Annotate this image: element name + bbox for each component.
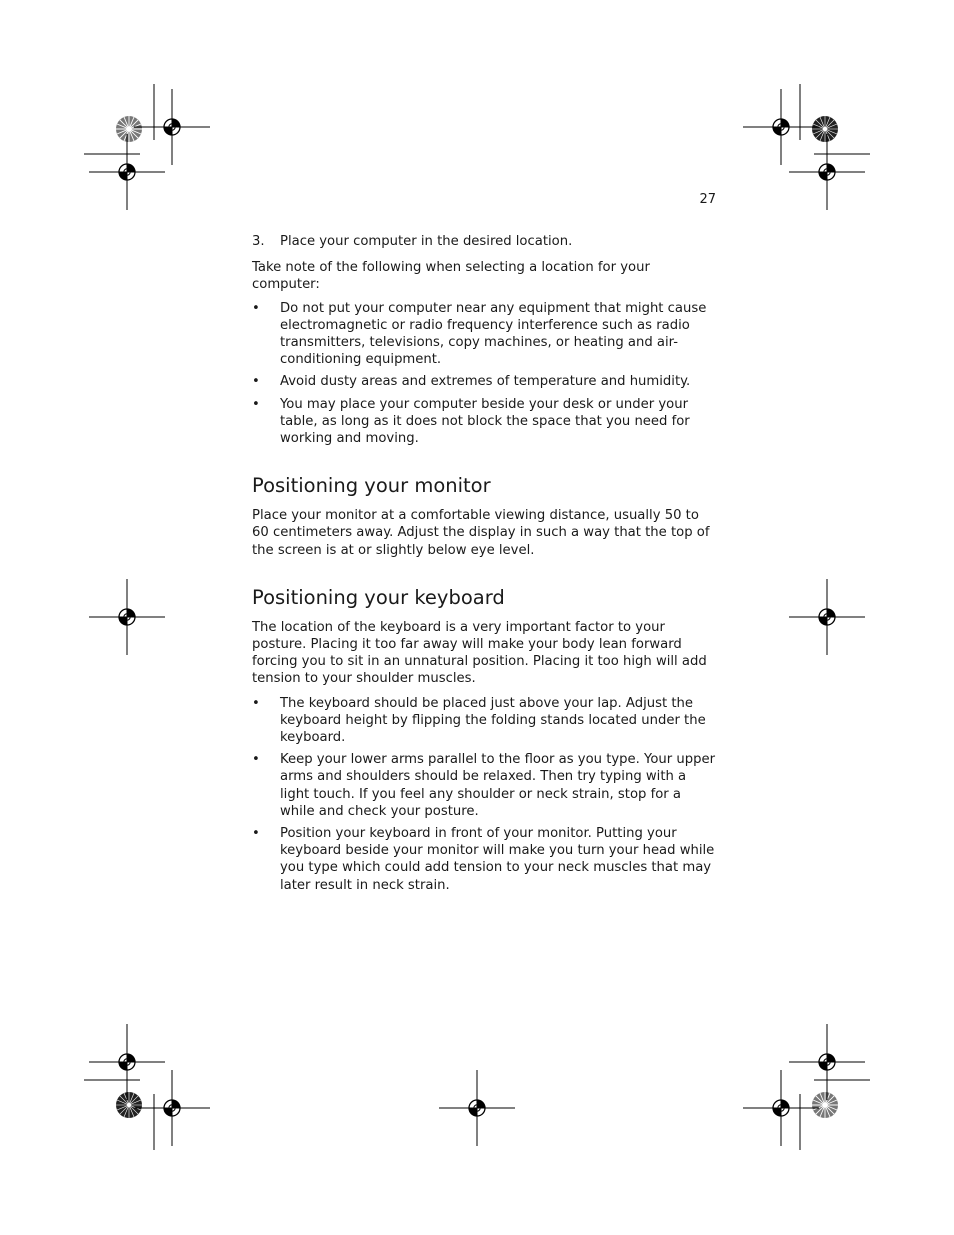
monitor-body: Place your monitor at a comfortable viewing distance, usually 50 to 60 centimeters away. Adjust the display in such a way that the top of the screen is at or slightly below eye level. [252, 508, 710, 558]
color-wheel-icon [812, 116, 838, 142]
list-item-text: Avoid dusty areas and extremes of temperature and humidity. [280, 374, 691, 390]
registration-mark-icon [89, 579, 165, 655]
registration-mark-icon [789, 1024, 865, 1100]
bullet-glyph: • [252, 396, 260, 412]
list-item [252, 373, 717, 390]
registration-mark-icon [89, 134, 165, 210]
list-item-text: The keyboard should be placed just above your lap. Adjust the keyboard height by flipping the folding stands located under the keyboard. [280, 695, 706, 746]
list-item-text: Keep your lower arms parallel to the floor as you type. Your upper arms and shoulders should be relaxed. Then try typing with a light touch. If you feel any shoulder or neck strain, stop for a while and check your posture. [280, 752, 716, 819]
registration-mark-icon [439, 1070, 515, 1146]
step-number: 3. [252, 234, 265, 249]
crop-mark-icon [84, 1080, 154, 1150]
list-item-text: You may place your computer beside your desk or under your table, as long as it does not block the space that you need for working and moving. [280, 396, 690, 447]
color-wheel-icon [116, 116, 142, 142]
bullet-glyph: • [252, 826, 260, 842]
registration-mark-icon [789, 134, 865, 210]
list-item [252, 695, 717, 747]
bullet-glyph: • [252, 695, 260, 711]
list-item [252, 825, 717, 894]
section-heading-keyboard: Positioning your keyboard [252, 585, 505, 609]
keyboard-bullet-list [252, 695, 717, 894]
step-item [252, 233, 717, 250]
list-item-text: Position your keyboard in front of your monitor. Putting your keyboard beside your monitor will make you turn your head while you type which could add tension to your neck muscles that may later result in neck strain. [280, 826, 715, 893]
keyboard-body: The location of the keyboard is a very important factor to your posture. Placing it too far away will make your body lean forward forcing you to sit in an unnatural position. Placing it too high will add tension to your shoulder muscles. [252, 619, 707, 687]
registration-mark-icon [134, 1070, 210, 1146]
location-intro: Take note of the following when selecting a location for your computer: [252, 260, 650, 293]
step-text: Place your computer in the desired location. [280, 234, 573, 249]
location-bullet-list [252, 300, 717, 448]
registration-mark-icon [89, 1024, 165, 1100]
registration-mark-icon [743, 1070, 819, 1146]
crop-mark-icon [800, 1080, 870, 1150]
crop-mark-icon [800, 84, 870, 154]
color-wheel-icon [116, 1092, 142, 1118]
crop-mark-icon [84, 84, 154, 154]
registration-mark-icon [743, 89, 819, 165]
page-content [252, 233, 717, 900]
bullet-glyph: • [252, 374, 260, 390]
list-item-text: Do not put your computer near any equipment that might cause electromagnetic or radio frequency interference such as radio transmitters, televisions, copy machines, or heating and air-conditioning equipment. [280, 300, 707, 368]
color-wheel-icon [812, 1092, 838, 1118]
list-item [252, 300, 717, 369]
bullet-glyph: • [252, 300, 260, 316]
registration-mark-icon [789, 579, 865, 655]
list-item [252, 396, 717, 448]
registration-mark-icon [134, 89, 210, 165]
section-heading-monitor: Positioning your monitor [252, 474, 491, 498]
bullet-glyph: • [252, 752, 260, 768]
page-number: 27 [699, 192, 716, 207]
list-item [252, 751, 717, 820]
